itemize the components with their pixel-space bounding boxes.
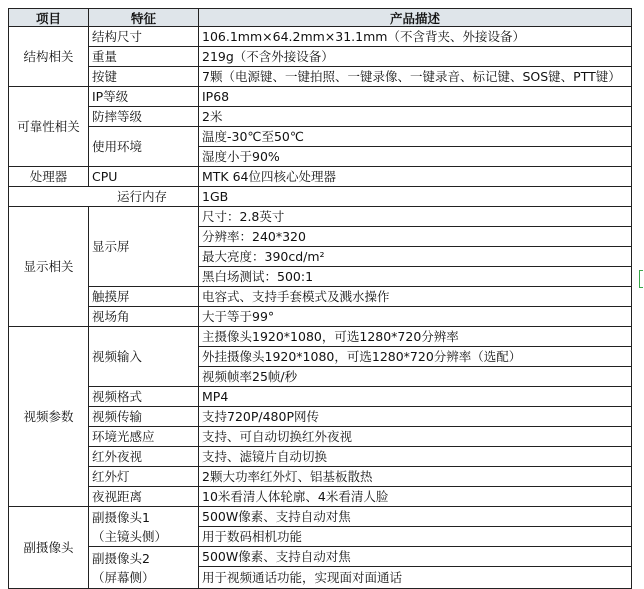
- header-description: 产品描述: [198, 8, 632, 27]
- group-label: 结构相关: [23, 49, 74, 64]
- feature-drop: 防摔等级: [88, 106, 199, 127]
- desc-videoin-main: 主摄像头1920*1080，可选1280*720分辨率: [198, 326, 632, 347]
- subcam-1-name: 副摄像头1: [92, 509, 150, 525]
- desc-ram: 1GB: [198, 186, 632, 207]
- feature-format: 视频格式: [88, 386, 199, 407]
- feature-env: 使用环境: [88, 126, 199, 167]
- desc-ip: IP68: [198, 86, 632, 107]
- feature-subcam-1: [88, 506, 199, 547]
- feature-ip: IP等级: [88, 86, 199, 107]
- desc-size: 106.1mm×64.2mm×31.1mm（不含背夹、外接设备）: [198, 26, 632, 47]
- desc-viewangle: 大于等于99°: [198, 306, 632, 327]
- desc-subcam-1-spec: 500W像素、支持自动对焦: [198, 506, 632, 527]
- cell-selection-indicator: [639, 270, 643, 288]
- desc-cpu: MTK 64位四核心处理器: [198, 166, 632, 187]
- desc-nightvision: 支持、滤镜片自动切换: [198, 446, 632, 467]
- group-label: 显示相关: [23, 259, 74, 274]
- feature-weight: 重量: [88, 46, 199, 67]
- group-processor: [8, 166, 89, 187]
- feature-subcam-2: [88, 546, 199, 589]
- desc-keys: 7颗（电源键、一键拍照、一键录像、一键录音、标记键、SOS键、PTT键）: [198, 66, 632, 87]
- feature-touch: 触摸屏: [88, 286, 199, 307]
- feature-lightsense: 环境光感应: [88, 426, 199, 447]
- group-label: 处理器: [29, 169, 68, 184]
- header-item: 项目: [8, 8, 89, 27]
- desc-lightsense: 支持、可自动切换红外夜视: [198, 426, 632, 447]
- desc-screen-resolution: 分辨率：240*320: [198, 226, 632, 247]
- feature-irlight: 红外灯: [88, 466, 199, 487]
- header-feature: 特征: [88, 8, 199, 27]
- desc-weight: 219g（不含外接设备）: [198, 46, 632, 67]
- feature-videoin: 视频输入: [88, 326, 199, 387]
- desc-screen-size: 尺寸：2.8英寸: [198, 206, 632, 227]
- group-label: 视频参数: [23, 409, 74, 424]
- desc-transfer: 支持720P/480P网传: [198, 406, 632, 427]
- desc-subcam-2-spec: 500W像素、支持自动对焦: [198, 546, 632, 567]
- desc-videoin-framerate: 视频帧率25帧/秒: [198, 366, 632, 387]
- subcam-2-position: （屏幕侧）: [92, 569, 155, 585]
- subcam-1-position: （主镜头侧）: [92, 528, 168, 544]
- desc-screen-brightness: 最大亮度：390cd/m²: [198, 246, 632, 267]
- desc-env-2: 湿度小于90%: [198, 146, 632, 167]
- desc-touch: 电容式、支持手套模式及溅水操作: [198, 286, 632, 307]
- subcam-2-name: 副摄像头2: [92, 550, 150, 566]
- group-label: 可靠性相关: [17, 119, 80, 134]
- desc-screen-contrast: 黑白场测试：500:1: [198, 266, 632, 287]
- feature-nightdist: 夜视距离: [88, 486, 199, 507]
- desc-format: MP4: [198, 386, 632, 407]
- spec-table: [8, 0, 632, 589]
- feature-size: 结构尺寸: [88, 26, 199, 47]
- group-label: 副摄像头: [23, 540, 74, 555]
- feature-keys: 按键: [88, 66, 199, 87]
- feature-transfer: 视频传输: [88, 406, 199, 427]
- desc-env-1: 温度-30℃至50℃: [198, 126, 632, 147]
- group-structure: [8, 26, 89, 87]
- feature-ram: 运行内存: [8, 186, 199, 207]
- desc-videoin-external: 外挂摄像头1920*1080，可选1280*720分辨率（选配）: [198, 346, 632, 367]
- group-display: [8, 206, 89, 327]
- feature-screen: 显示屏: [88, 206, 199, 287]
- desc-subcam-1-use: 用于数码相机功能: [198, 526, 632, 547]
- group-subcam: [8, 506, 89, 589]
- group-reliability: [8, 86, 89, 167]
- desc-subcam-2-use: 用于视频通话功能，实现面对面通话: [198, 566, 632, 589]
- desc-irlight: 2颗大功率红外灯、铝基板散热: [198, 466, 632, 487]
- group-video: [8, 326, 89, 507]
- desc-drop: 2米: [198, 106, 632, 127]
- feature-cpu: CPU: [88, 166, 199, 187]
- desc-nightdist: 10米看清人体轮廓、4米看清人脸: [198, 486, 632, 507]
- feature-nightvision: 红外夜视: [88, 446, 199, 467]
- feature-viewangle: 视场角: [88, 306, 199, 327]
